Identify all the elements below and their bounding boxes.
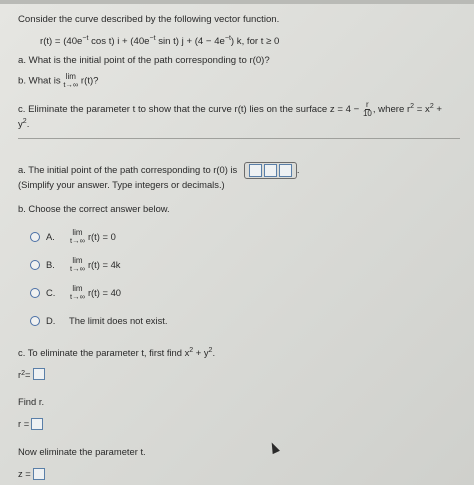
option-a-lim-sub: t→∞: [70, 235, 85, 245]
option-a-lim-word: lim: [72, 227, 83, 237]
part-b-lim-word: lim: [65, 72, 76, 82]
r-squared-label: r: [18, 368, 22, 380]
formula-i-part: (40e: [63, 36, 83, 48]
initial-point-z-input[interactable]: [279, 164, 292, 177]
find-r-label: Find r.: [18, 396, 45, 408]
option-c-limit: [70, 285, 85, 301]
answer-part-a: [18, 162, 456, 179]
r-squared-row: [18, 368, 456, 380]
answer-options: [30, 223, 456, 335]
option-c-lim-sub: t→∞: [70, 291, 85, 301]
formula-j-part: (40e: [130, 36, 150, 48]
answer-c-end: .: [212, 346, 216, 358]
part-b-prefix: b. What is: [18, 75, 64, 87]
option-b-limit: [70, 257, 85, 273]
option-a-letter: A.: [46, 230, 55, 242]
part-c-numerator: r: [366, 99, 369, 109]
option-a[interactable]: [30, 223, 456, 251]
option-c[interactable]: [30, 279, 456, 307]
formula-j-rest: sin t) j +: [155, 36, 195, 48]
option-a-radio[interactable]: [30, 232, 40, 242]
r-label: r =: [18, 418, 30, 430]
part-c-denominator: 10: [362, 108, 372, 118]
part-c-sup2: 2: [429, 102, 434, 110]
answer-a-text: a. The initial point of the path corresponding to r(0) is: [18, 163, 238, 175]
option-c-letter: C.: [46, 286, 56, 298]
option-b-letter: B.: [46, 258, 55, 270]
part-c-plus: + y: [18, 103, 442, 130]
part-c-end: .: [26, 118, 30, 130]
formula-i-rest: cos t) i +: [88, 36, 131, 48]
question-intro: Consider the curve described by the following vector function.: [18, 14, 280, 25]
formula-k-rest: ) k, for t ≥ 0: [230, 36, 280, 48]
option-a-expr: r(t) = 0: [87, 230, 116, 242]
r-squared-sup: 2: [21, 370, 26, 377]
option-c-expr: r(t) = 40: [87, 286, 122, 298]
option-d-radio[interactable]: [30, 316, 40, 326]
r-row: [18, 418, 456, 430]
option-b-radio[interactable]: [30, 260, 40, 270]
formula-j-exponent: −t: [149, 34, 156, 42]
option-b-lim-word: lim: [72, 255, 83, 265]
r-input[interactable]: [31, 418, 43, 430]
initial-point-input-group: [244, 162, 297, 179]
formula-k-exponent: −t: [224, 34, 231, 42]
option-b-expr: r(t) = 4k: [87, 258, 121, 270]
r-squared-eq: =: [25, 368, 31, 380]
eliminate-label: Now eliminate the parameter t.: [18, 446, 146, 458]
question-part-b: [18, 73, 456, 89]
answer-part-c: [18, 347, 456, 359]
z-label: z =: [18, 468, 31, 479]
option-a-limit: [70, 229, 85, 245]
section-divider: [18, 138, 460, 139]
question-part-c: [18, 101, 456, 131]
option-b[interactable]: [30, 251, 456, 279]
option-c-lim-word: lim: [72, 283, 83, 293]
z-input[interactable]: [33, 468, 45, 480]
part-c-mid: , where r: [372, 103, 411, 115]
part-b-limit: [63, 73, 78, 89]
formula-i-exponent: −t: [82, 34, 89, 42]
formula-k-part: (4 − 4e: [194, 36, 225, 48]
answer-a-hint: (Simplify your answer. Type integers or decimals.): [18, 179, 225, 190]
answer-c-sup1: 2: [189, 346, 194, 354]
part-c-fraction: [363, 101, 372, 118]
question-panel: [0, 4, 474, 139]
answer-part-b: b. Choose the correct answer below.: [18, 202, 170, 214]
vector-function-formula: [40, 35, 456, 48]
part-c-prefix: c. Eliminate the parameter t to show that the curve r(t) lies on the surface z = 4 −: [18, 103, 362, 115]
answer-c-plus: + y: [193, 346, 209, 358]
answer-c-text: c. To eliminate the parameter t, first find x: [18, 346, 190, 358]
option-d-text: The limit does not exist.: [69, 314, 168, 326]
option-b-lim-sub: t→∞: [70, 263, 85, 273]
z-row: [18, 468, 456, 480]
answer-a-period: .: [296, 163, 300, 175]
part-c-sup3: 2: [22, 117, 27, 125]
option-d-letter: D.: [46, 314, 56, 326]
answer-panel: [0, 150, 474, 485]
formula-lhs: r(t) =: [40, 36, 64, 48]
part-c-sup1: 2: [410, 102, 415, 110]
answer-c-sup2: 2: [208, 346, 213, 354]
initial-point-x-input[interactable]: [249, 164, 262, 177]
question-part-a: a. What is the initial point of the path corresponding to r(0)?: [18, 55, 270, 67]
option-d[interactable]: [30, 307, 456, 335]
part-b-suffix: r(t)?: [78, 75, 99, 87]
part-b-lim-sub: t→∞: [63, 80, 79, 90]
initial-point-y-input[interactable]: [264, 164, 277, 177]
part-c-eq: = x: [414, 103, 430, 115]
r-squared-input[interactable]: [33, 368, 45, 380]
option-c-radio[interactable]: [30, 288, 40, 298]
